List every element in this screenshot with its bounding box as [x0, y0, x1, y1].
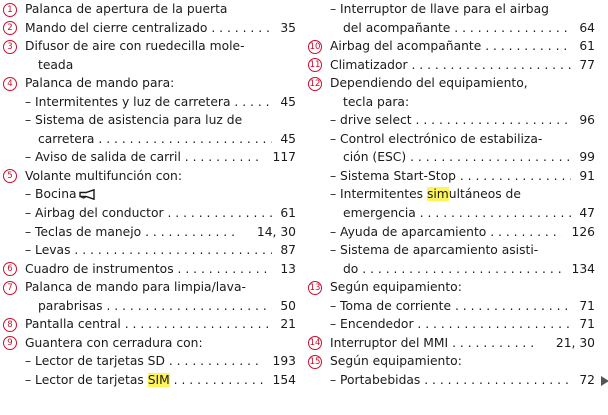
entry-text [25, 334, 296, 353]
item-number-badge: 14 [309, 338, 321, 349]
index-entry [305, 278, 595, 297]
page-number[interactable]: 154 [272, 372, 296, 387]
index-subentry [0, 185, 296, 204]
next-page-arrow-icon[interactable] [601, 376, 608, 386]
page-number[interactable]: 13 [280, 261, 296, 276]
item-number-badge: 4 [3, 77, 17, 91]
entry-text [38, 56, 296, 75]
item-number-badge: 10 [309, 41, 321, 52]
index-entry [0, 74, 296, 93]
page-number[interactable]: 45 [280, 94, 296, 109]
page-number[interactable]: 193 [272, 354, 296, 369]
entry-label: – Toma de corriente [330, 298, 452, 313]
entry-label: – Encendedor [330, 317, 414, 332]
entry-label: Palanca de mando para limpia/lava- [25, 280, 246, 295]
entry-text [38, 130, 272, 149]
index-subentry [305, 19, 595, 38]
index-entry [0, 37, 296, 56]
entry-text [330, 74, 595, 93]
index-entry [305, 74, 595, 93]
index-entry [0, 260, 296, 279]
entry-label: – Levas [25, 243, 71, 258]
entry-label: Interruptor del MMI [330, 335, 449, 350]
entry-label-continued: ultáneos de [448, 187, 521, 202]
entry-text [330, 315, 571, 334]
entry-label: Dependiendo del equipamiento, [330, 76, 528, 91]
entry-label: – Interruptor de llave para el airbag [330, 2, 549, 16]
page-number[interactable]: 14, 30 [256, 224, 296, 239]
entry-text [330, 297, 571, 316]
item-number-badge: 3 [3, 40, 17, 54]
entry-label: do [343, 261, 359, 276]
entry-text [38, 297, 272, 316]
entry-text [330, 130, 595, 149]
entry-label: ción (ESC) [343, 150, 407, 165]
entry-label: – Intermitentes y luz de carretera [25, 94, 231, 109]
entry-label: Según equipamiento: [330, 354, 462, 369]
entry-text [25, 185, 296, 204]
entry-label: – Lector de tarjetas SD [25, 354, 165, 369]
index-subentry [305, 167, 595, 186]
page-number[interactable]: 47 [579, 206, 595, 221]
index-subentry [305, 260, 595, 279]
entry-label: – Sistema de aparcamiento asisti- [330, 243, 539, 258]
left-column [0, 0, 296, 389]
page-number[interactable]: 71 [579, 298, 595, 313]
page-number[interactable]: 87 [280, 243, 296, 258]
item-number-badge: 5 [3, 169, 17, 183]
index-subentry [305, 111, 595, 130]
entry-text [330, 278, 595, 297]
index-entry [0, 167, 296, 186]
index-subentry [0, 241, 296, 260]
index-subentry [305, 130, 595, 149]
entry-label: Airbag del acompañante [330, 39, 482, 54]
entry-text [25, 0, 296, 19]
index-subentry [305, 297, 595, 316]
index-subentry [0, 111, 296, 130]
entry-label: Cuadro de instrumentos [25, 261, 174, 276]
item-number-badge: 12 [309, 78, 321, 89]
page-number[interactable]: 45 [280, 131, 296, 146]
entry-text [343, 148, 571, 167]
entry-text [330, 241, 595, 260]
index-subentry [305, 148, 595, 167]
entry-text [330, 56, 571, 75]
entry-label: – Intermitentes [330, 187, 427, 202]
item-number-badge: 1 [3, 3, 17, 17]
index-entry [305, 352, 595, 371]
index-subentry [305, 0, 595, 19]
entry-text [343, 260, 562, 279]
page-number[interactable]: 72 [579, 372, 595, 387]
index-subentry [305, 315, 595, 334]
entry-text [343, 204, 571, 223]
page-number[interactable]: 21, 30 [555, 335, 595, 350]
entry-text [25, 371, 263, 390]
entry-text [25, 148, 263, 167]
page-number[interactable]: 64 [579, 20, 595, 35]
entry-text [330, 111, 571, 130]
item-number-badge: 2 [3, 21, 17, 35]
page-number[interactable]: 91 [579, 168, 595, 183]
entry-label: tecla para: [343, 94, 410, 109]
search-highlight: sim [426, 187, 449, 202]
entry-label: emergencia [343, 206, 416, 221]
entry-text [25, 260, 272, 279]
index-entry [0, 334, 296, 353]
entry-text [25, 352, 263, 371]
entry-text [330, 167, 571, 186]
entry-text [25, 241, 272, 260]
item-number-badge: 11 [309, 60, 321, 71]
entry-label: – Lector de tarjetas [25, 372, 148, 387]
index-subentry [0, 204, 296, 223]
index-subentry [0, 148, 296, 167]
entry-label: – Control electrónico de estabiliza- [330, 131, 543, 146]
index-entry [0, 0, 296, 19]
search-highlight: SIM [147, 372, 170, 387]
entry-text [25, 93, 272, 112]
index-subentry [0, 130, 296, 149]
entry-text [330, 352, 595, 371]
entry-label: – Ayuda de aparcamiento [330, 224, 487, 239]
page-number[interactable]: 50 [280, 298, 296, 313]
index-subentry [0, 371, 296, 390]
item-number-badge: 7 [3, 281, 17, 295]
page-number[interactable]: 61 [280, 206, 296, 221]
entry-text [25, 167, 296, 186]
page-number[interactable]: 96 [579, 113, 595, 128]
entry-label: – Portabebidas [330, 372, 421, 387]
entry-text [330, 223, 562, 242]
entry-text [25, 19, 272, 38]
page-number[interactable]: 117 [272, 150, 296, 165]
index-entry [0, 19, 296, 38]
page-number[interactable]: 61 [579, 39, 595, 54]
horn-icon [79, 189, 97, 200]
page-number[interactable]: 99 [579, 150, 595, 165]
entry-text [330, 37, 571, 56]
entry-text [343, 93, 595, 112]
entry-text [25, 37, 296, 56]
entry-label: Según equipamiento: [330, 280, 462, 295]
item-number-badge: 13 [309, 282, 321, 293]
entry-text [343, 19, 571, 38]
item-number-badge: 9 [3, 336, 17, 350]
entry-label: Palanca de apertura de la puerta [25, 2, 228, 16]
entry-text [330, 371, 571, 390]
entry-label: – Airbag del conductor [25, 206, 164, 221]
entry-label: – Sistema de asistencia para luz de [25, 113, 243, 128]
item-number-badge: 15 [309, 356, 321, 367]
entry-label: – Bocina [25, 187, 77, 202]
index-subentry [0, 93, 296, 112]
entry-label: teada [38, 57, 74, 72]
index-subentry [305, 371, 595, 390]
entry-text [330, 334, 538, 353]
index-entry [305, 56, 595, 75]
entry-label: Mando del cierre centralizado [25, 20, 208, 35]
entry-label: Climatizador [330, 57, 408, 72]
index-entry [0, 278, 296, 297]
index-subentry [0, 223, 296, 242]
entry-text [25, 223, 239, 242]
index-subentry [305, 241, 595, 260]
index-subentry [0, 297, 296, 316]
page-number[interactable]: 134 [571, 261, 595, 276]
entry-text [330, 0, 595, 19]
entry-label: – drive select [330, 113, 412, 128]
entry-text [25, 315, 272, 334]
index-subentry [305, 204, 595, 223]
entry-label: del acompañante [343, 20, 451, 35]
entry-label: Guantera con cerradura con: [25, 335, 203, 350]
entry-text [25, 111, 296, 130]
index-subentry [0, 56, 296, 75]
entry-label: Pantalla central [25, 317, 121, 332]
index-subentry [0, 352, 296, 371]
page-number[interactable]: 21 [280, 317, 296, 332]
index-entry [0, 315, 296, 334]
index-subentry [305, 223, 595, 242]
page-number[interactable]: 35 [280, 20, 296, 35]
entry-label: – Aviso de salida de carril [25, 150, 181, 165]
index-subentry [305, 185, 595, 204]
entry-text [25, 74, 296, 93]
entry-label: – Teclas de manejo [25, 224, 142, 239]
index-entry [305, 334, 595, 353]
right-column [305, 0, 595, 389]
item-number-badge: 8 [3, 318, 17, 332]
entry-label: – Sistema Start-Stop [330, 168, 456, 183]
page-number[interactable]: 126 [571, 224, 595, 239]
page-number[interactable]: 77 [579, 57, 595, 72]
index-subentry [305, 93, 595, 112]
item-number-badge: 6 [3, 262, 17, 276]
page-number[interactable]: 71 [579, 317, 595, 332]
entry-text [330, 185, 595, 204]
entry-label: Palanca de mando para: [25, 76, 175, 91]
entry-text [25, 204, 272, 223]
entry-label: parabrisas [38, 298, 103, 313]
index-entry [305, 37, 595, 56]
entry-label: carretera [38, 131, 95, 146]
entry-label: Difusor de aire con ruedecilla mole- [25, 39, 245, 54]
entry-text [25, 278, 296, 297]
entry-label: Volante multifunción con: [25, 168, 182, 183]
